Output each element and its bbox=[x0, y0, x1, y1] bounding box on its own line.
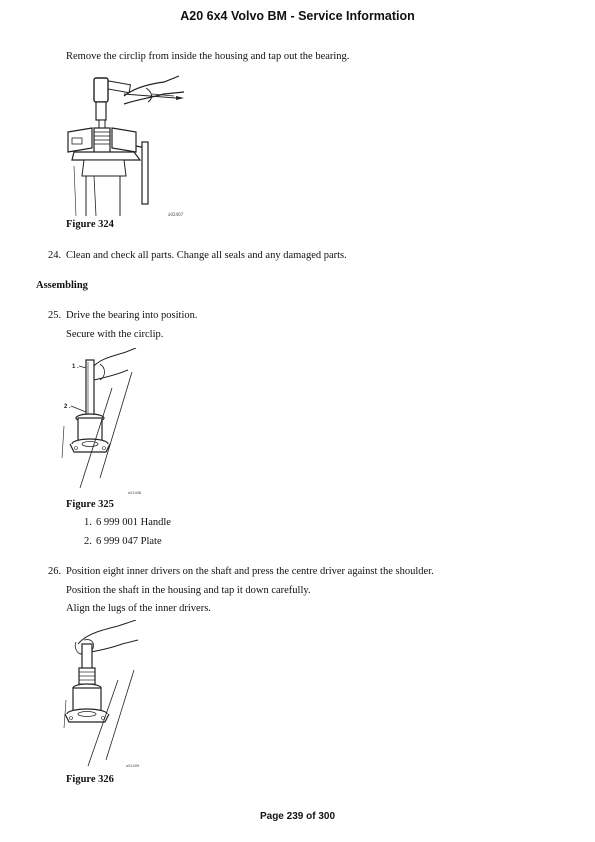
step-24-number: 24. bbox=[48, 250, 62, 261]
figure-326-caption: Figure 326 bbox=[66, 774, 114, 785]
svg-text:.: . bbox=[77, 364, 79, 370]
page-header-title: A20 6x4 Volvo BM - Service Information bbox=[180, 9, 415, 23]
step-26-line-3: Align the lugs of the inner drivers. bbox=[66, 603, 211, 614]
legend-item-2-number: 2. bbox=[84, 536, 92, 547]
step-25-line-2: Secure with the circlip. bbox=[66, 329, 164, 340]
step-25-line-1: Drive the bearing into position. bbox=[66, 310, 198, 321]
step-25-number: 25. bbox=[48, 310, 62, 321]
figure-324-code: a02407 bbox=[168, 212, 184, 217]
figure-325-illustration bbox=[60, 348, 150, 496]
step-26-line-2: Position the shaft in the housing and tap it down carefully. bbox=[66, 585, 311, 596]
step-24-text: Clean and check all parts. Change all seals and any damaged parts. bbox=[66, 250, 347, 261]
callout-1: 1 bbox=[72, 364, 76, 370]
figure-324-caption: Figure 324 bbox=[66, 219, 114, 230]
intro-text: Remove the circlip from inside the housing and tap out the bearing. bbox=[66, 51, 350, 62]
legend-item-1-number: 1. bbox=[84, 517, 92, 528]
section-heading-assembling: Assembling bbox=[36, 280, 88, 291]
figure-326-code: a02409 bbox=[126, 764, 140, 768]
figure-326-illustration bbox=[62, 620, 142, 770]
page-footer-number: Page 239 of 300 bbox=[259, 811, 336, 822]
figure-325-caption: Figure 325 bbox=[66, 499, 114, 510]
figure-324-illustration bbox=[64, 66, 194, 218]
callout-2: 2 bbox=[64, 404, 68, 410]
svg-text:.: . bbox=[69, 404, 71, 410]
legend-item-2-text: 6 999 047 Plate bbox=[96, 536, 162, 547]
legend-item-1-text: 6 999 001 Handle bbox=[96, 517, 171, 528]
step-26-line-1: Position eight inner drivers on the shaft and press the centre driver against the shoulder. bbox=[66, 566, 434, 577]
figure-325-code: a02408 bbox=[128, 491, 142, 495]
step-26-number: 26. bbox=[48, 566, 62, 577]
